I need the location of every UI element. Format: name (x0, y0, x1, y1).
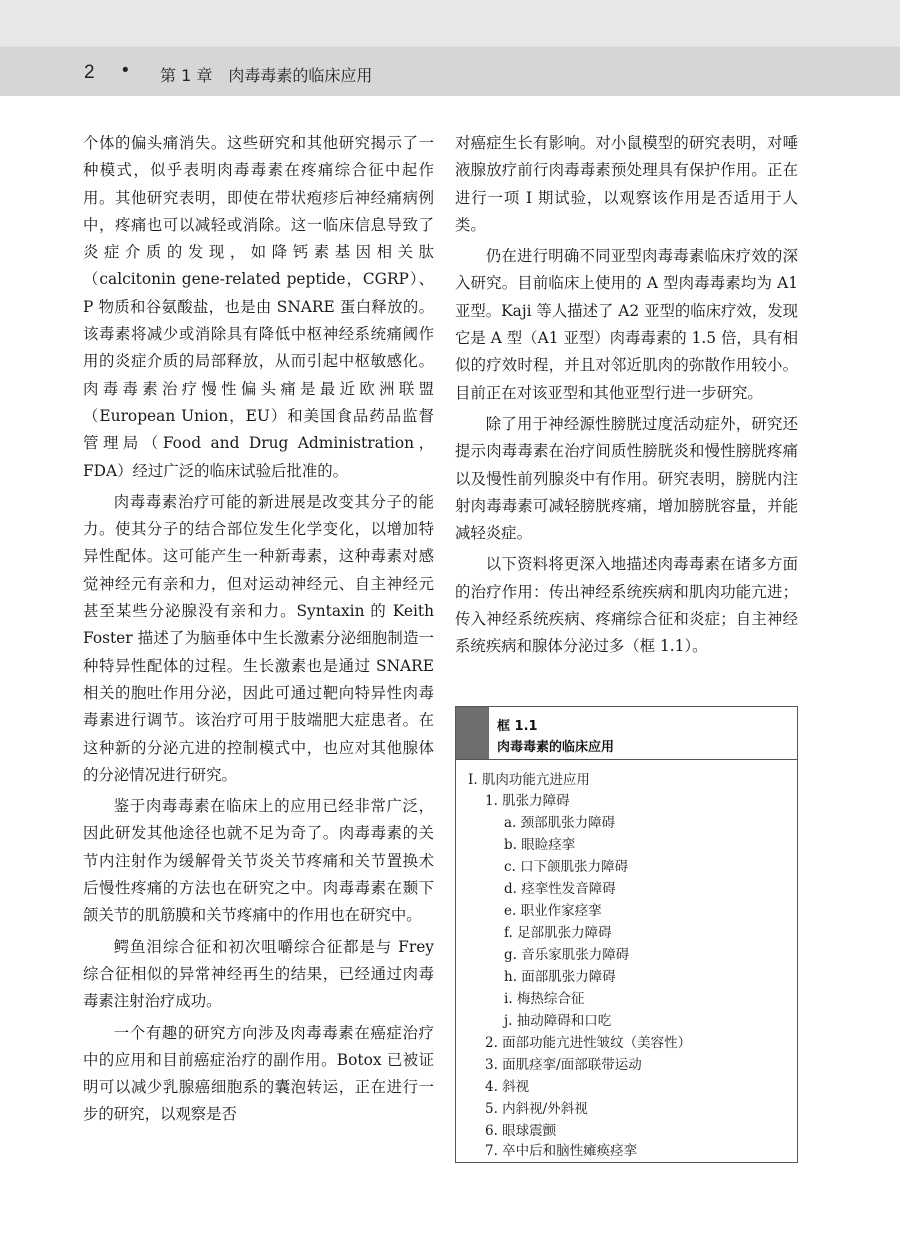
list-item: a. 颈部肌张力障碍 (504, 815, 616, 831)
right-column (455, 130, 798, 665)
paragraph: 肉毒毒素治疗可能的新进展是改变其分子的能力。使其分子的结合部位发生化学变化，以增加特异性配体。这可能产生一种新毒素，这种毒素对感觉神经元有亲和力，但对运动神经元、自主神经元甚至某些分泌腺没有亲和力。Syntaxin 的 Keith Foster 描述了为脑垂体中生长激素分泌细胞制造一种特异性配体的过程。生长激素也是通过 SNARE 相关的胞吐作用分泌，因此可通过靶向特异性肉毒毒素进行调节。该治疗可用于肢端肥大症患者。在这种新的分泌亢进的控制模式中，也应对其他腺体的分泌情况进行研究。 (83, 492, 434, 784)
paragraph: 鉴于肉毒毒素在临床上的应用已经非常广泛，因此研发其他途径也就不足为奇了。肉毒毒素的关节内注射作为缓解骨关节炎关节疼痛和关节置换术后慢性疼痛的方法也在研究之中。肉毒毒素在颞下颌关节的肌筋膜和关节疼痛中的作用也在研究中。 (83, 797, 434, 925)
list-item: 5. 内斜视/外斜视 (485, 1101, 588, 1117)
page-number: 2 (84, 62, 95, 83)
left-column (83, 130, 434, 1133)
paragraph: 仍在进行明确不同亚型肉毒毒素临床疗效的深入研究。目前临床上使用的 A 型肉毒毒素均为 A1 亚型。Kaji 等人描述了 A2 亚型的临床疗效，发现它是 A 型（A1 亚型）肉毒毒素的 1.5 倍，具有相似的疗效时程，并且对邻近肌肉的弥散作用较小。目前正在对该亚型和其他亚型行进一步研究。 (455, 247, 798, 402)
list-item: h. 面部肌张力障碍 (504, 969, 616, 985)
running-header (0, 0, 900, 96)
list-item: 3. 面肌痉挛/面部联带运动 (485, 1057, 642, 1073)
list-item: e. 职业作家痉挛 (504, 903, 602, 919)
paragraph: 以下资料将更深入地描述肉毒毒素在诸多方面的治疗作用：传出神经系统疾病和肌肉功能亢进；传入神经系统疾病、疼痛综合征和炎症；自主神经系统疾病和腺体分泌过多（框 1.1）。 (455, 555, 798, 656)
list-item: 2. 面部功能亢进性皱纹（美容性） (485, 1035, 692, 1051)
paragraph: 个体的偏头痛消失。这些研究和其他研究揭示了一种模式，似乎表明肉毒毒素在疼痛综合征中起作用。其他研究表明，即使在带状疱疹后神经痛病例中，疼痛也可以减轻或消除。这一临床信息导致了炎症介质的发现，如降钙素基因相关肽（calcitonin gene-related peptide，CGRP）、P 物质和谷氨酸盐，也是由 SNARE 蛋白释放的。该毒素将减少或消除具有降低中枢神经系统痛阈作用的炎症介质的局部释放，从而引起中枢敏感化。肉毒毒素治疗慢性偏头痛是最近欧洲联盟（European Union，EU）和美国食品药品监督管理局（Food and Drug Administration，FDA）经过广泛的临床试验后批准的。 (83, 134, 434, 480)
list-item: I. 肌肉功能亢进应用 (468, 772, 590, 788)
box-label: 框 1.1 (497, 719, 538, 734)
list-item: 4. 斜视 (485, 1079, 530, 1095)
paragraph: 除了用于神经源性膀胱过度活动症外，研究还提示肉毒毒素在治疗间质性膀胱炎和慢性膀胱疼痛以及慢性前列腺炎中有作用。研究表明，膀胱内注射肉毒毒素可减轻膀胱疼痛，增加膀胱容量，并能减轻炎症。 (455, 414, 798, 543)
list-item: i. 梅热综合征 (504, 991, 585, 1007)
list-item: f. 足部肌张力障碍 (504, 925, 612, 941)
info-box (455, 706, 798, 1163)
list-item: 6. 眼球震颤 (485, 1123, 557, 1139)
list-item: 7. 卒中后和脑性瘫痪痉挛 (485, 1143, 638, 1159)
paragraph: 一个有趣的研究方向涉及肉毒毒素在癌症治疗中的应用和目前癌症治疗的副作用。Botox 已被证明可以减少乳腺癌细胞系的囊泡转运，正在进行一步的研究，以观察是否 (83, 1023, 434, 1124)
paragraph: 对癌症生长有影响。对小鼠模型的研究表明，对唾液腺放疗前行肉毒毒素预处理具有保护作用。正在进行一项 I 期试验，以观察该作用是否适用于人类。 (455, 134, 798, 234)
list-item: c. 口下颌肌张力障碍 (504, 859, 629, 875)
box-title: 肉毒毒素的临床应用 (497, 740, 615, 755)
paragraph: 鳄鱼泪综合征和初次咀嚼综合征都是与 Frey 综合征相似的异常神经再生的结果，已经通过肉毒毒素注射治疗成功。 (83, 937, 434, 1011)
list-item: d. 痉挛性发音障碍 (504, 881, 616, 897)
box-header (456, 707, 797, 760)
list-item: b. 眼睑痉挛 (504, 837, 576, 853)
box-tab-marker (456, 707, 489, 759)
list-item: j. 抽动障碍和口吃 (504, 1013, 612, 1029)
list-item: g. 音乐家肌张力障碍 (504, 947, 630, 963)
chapter-title: 第 1 章 肉毒毒素的临床应用 (160, 66, 373, 85)
header-separator: • (122, 60, 129, 81)
list-item: 1. 肌张力障碍 (485, 793, 570, 809)
